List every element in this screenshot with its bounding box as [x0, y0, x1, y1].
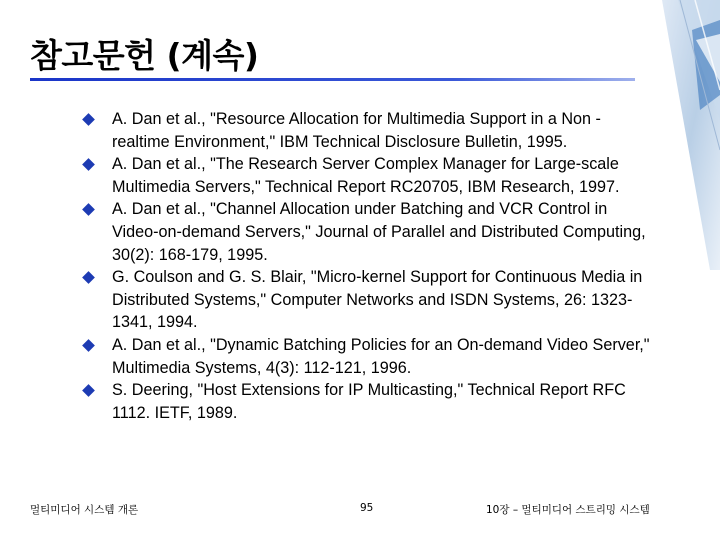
- reference-text: G. Coulson and G. S. Blair, "Micro-kernel Support for Continuous Media in Distributed Systems," Computer Networks and ISDN Systems, 26: 1323-1341, 1994.: [112, 268, 643, 332]
- reference-text: A. Dan et al., "The Research Server Complex Manager for Large-scale Multimedia Servers," Technical Report RC20705, IBM Research, 1997.: [112, 155, 620, 196]
- reference-text: A. Dan et al., "Dynamic Batching Policies for an On-demand Video Server," Multimedia Systems, 4(3): 112-121, 1996.: [112, 335, 650, 377]
- footer-course-title: 멀티미디어 시스템 개론: [30, 504, 139, 516]
- diamond-bullet-icon: [82, 204, 95, 217]
- diamond-bullet-icon: [82, 158, 95, 171]
- diamond-bullet-icon: [82, 113, 95, 126]
- diamond-bullet-icon: [82, 339, 95, 352]
- reference-item: [82, 334, 652, 379]
- diamond-bullet-icon: [82, 271, 95, 284]
- diamond-bullet-icon: [82, 384, 95, 397]
- reference-item: [82, 198, 652, 266]
- decorative-corner-image: [640, 0, 720, 270]
- reference-text: A. Dan et al., "Resource Allocation for Multimedia Support in a Non -realtime Environment," IBM Technical Disclosure Bulletin, 1995.: [112, 110, 601, 151]
- reference-list: [82, 108, 652, 424]
- reference-item: [82, 108, 652, 153]
- title-underline: [30, 78, 635, 81]
- reference-text: S. Deering, "Host Extensions for IP Multicasting," Technical Report RFC 1112. IETF, 1989.: [112, 381, 626, 422]
- reference-item: [82, 266, 652, 334]
- footer-chapter-title: 10장 – 멀티미디어 스트리밍 시스템: [486, 504, 650, 516]
- slide-title: 참고문헌 (계속): [30, 36, 259, 75]
- reference-text: A. Dan et al., "Channel Allocation under Batching and VCR Control in Video-on-demand Servers," Journal of Parallel and Distributed Computing, 30(2): 168-179, 1995.: [112, 200, 646, 264]
- reference-item: [82, 153, 652, 198]
- footer-page-number: 95: [360, 502, 374, 514]
- reference-item: [82, 379, 652, 424]
